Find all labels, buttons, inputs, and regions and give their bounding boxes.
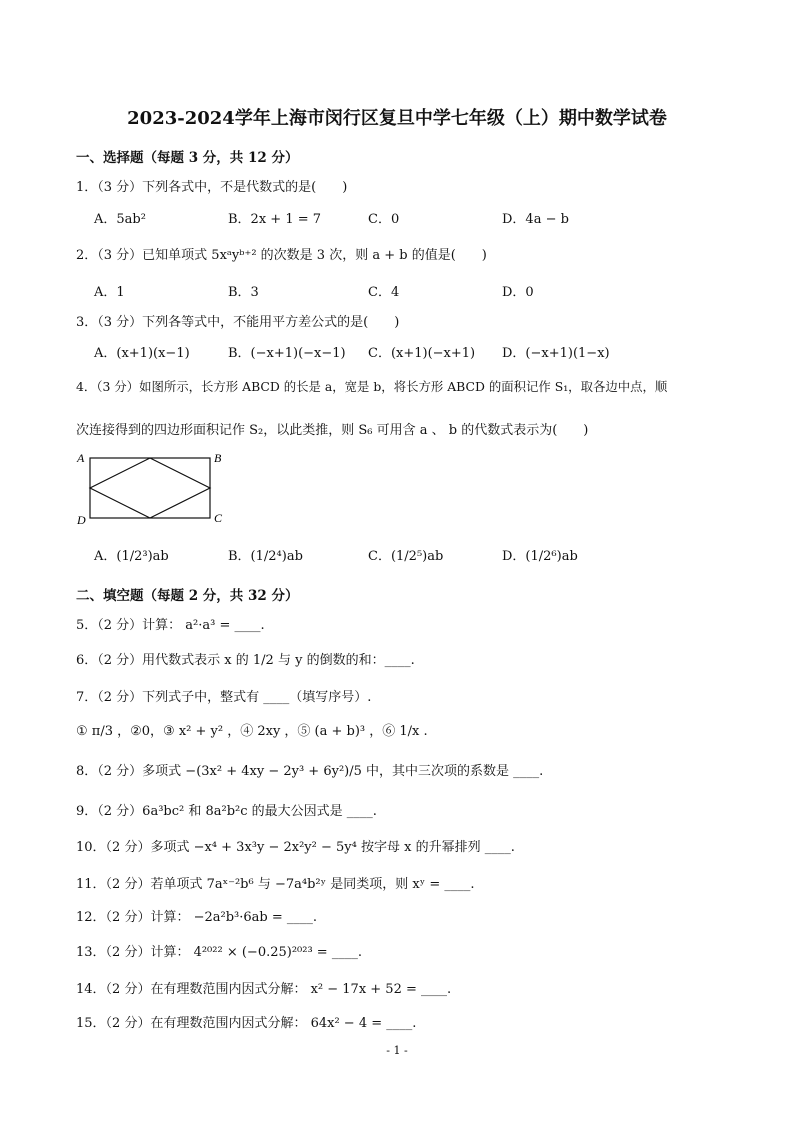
question-5: 5．（2 分）计算： a²·a³ = ____. xyxy=(76,618,265,633)
question-13: 13．（2 分）计算： 4²⁰²² × (−0.25)²⁰²³ = ____. xyxy=(76,945,362,960)
label-d: D xyxy=(77,513,86,526)
question-10: 10．（2 分）多项式 −x⁴ + 3x³y − 2x²y² − 5y⁴ 按字母 x 的升幂排列 ____. xyxy=(76,840,515,855)
question-9: 9．（2 分）6a³bc² 和 8a²b²c 的最大公因式是 ____. xyxy=(76,804,377,819)
question-4-line-1: 4．（3 分）如图所示，长方形 ABCD 的长是 a，宽是 b，将长方形 ABCD 的面积记作 S₁，取各边中点，顺 xyxy=(76,379,668,394)
question-1: 1．（3 分）下列各式中，不是代数式的是( ) xyxy=(76,180,348,195)
q3-option-a: A．(x+1)(x−1) xyxy=(94,346,190,361)
question-3: 3．（3 分）下列各等式中，不能用平方差公式的是( ) xyxy=(76,315,400,330)
label-a: A xyxy=(77,451,85,465)
label-b: B xyxy=(214,451,222,465)
question-6: 6．（2 分）用代数式表示 x 的 1/2 与 y 的倒数的和：____. xyxy=(76,653,415,668)
section-fill-in: 二、填空题（每题 2 分，共 32 分） xyxy=(76,588,299,604)
q4-option-a: A．(1/2³)ab xyxy=(94,549,169,564)
section-choice: 一、选择题（每题 3 分，共 12 分） xyxy=(76,150,299,166)
q3-option-c: C．(x+1)(−x+1) xyxy=(368,346,476,361)
question-7: 7．（2 分）下列式子中，整式有 ____（填写序号）. xyxy=(76,690,372,705)
q2-option-d: D．0 xyxy=(502,285,534,300)
q3-option-d: D．(−x+1)(1−x) xyxy=(502,346,610,361)
question-7-items: ① π/3 ，②0，③ x² + y² ，④ 2xy ，⑤ (a + b)³ ，⑥ 1/x . xyxy=(76,724,428,739)
question-4-line-2: 次连接得到的四边形面积记作 S₂，以此类推，则 S₆ 可用含 a 、 b 的代数式表示为( ) xyxy=(76,423,589,438)
q1-option-c: C．0 xyxy=(368,212,400,227)
question-12: 12．（2 分）计算： −2a²b³·6ab = ____. xyxy=(76,910,318,925)
q1-option-b: B．2x + 1 = 7 xyxy=(228,212,322,227)
q4-option-d: D．(1/2⁶)ab xyxy=(502,549,578,564)
rectangle-abcd xyxy=(90,458,210,518)
question-8: 8．（2 分）多项式 −(3x² + 4xy − 2y³ + 6y²)/5 中，其中三次项的系数是 ____. xyxy=(76,764,544,779)
question-15: 15．（2 分）在有理数范围内因式分解： 64x² − 4 = ____. xyxy=(76,1016,417,1031)
q4-option-b: B．(1/2⁴)ab xyxy=(228,549,303,564)
page-title: 2023-2024学年上海市闵行区复旦中学七年级（上）期中数学试卷 xyxy=(127,108,667,129)
q1-option-d: D．4a − b xyxy=(502,212,569,227)
question-14: 14．（2 分）在有理数范围内因式分解： x² − 17x + 52 = ____. xyxy=(76,982,452,997)
q1-option-a: A．5ab² xyxy=(94,212,146,227)
inner-rhombus xyxy=(90,458,210,518)
question-2: 2．（3 分）已知单项式 5xᵃyᵇ⁺² 的次数是 3 次，则 a + b 的值是( ) xyxy=(76,248,487,263)
q2-option-a: A．1 xyxy=(94,285,125,300)
q2-option-b: B．3 xyxy=(228,285,259,300)
question-11: 11．（2 分）若单项式 7aˣ⁻²b⁶ 与 −7a⁴b²ʸ 是同类项，则 xʸ = ____. xyxy=(76,877,475,892)
page-number: - 1 - xyxy=(386,1044,408,1057)
label-c: C xyxy=(214,511,223,525)
rectangle-figure xyxy=(76,450,226,526)
q4-option-c: C．(1/2⁵)ab xyxy=(368,549,444,564)
q3-option-b: B．(−x+1)(−x−1) xyxy=(228,346,346,361)
q2-option-c: C．4 xyxy=(368,285,400,300)
